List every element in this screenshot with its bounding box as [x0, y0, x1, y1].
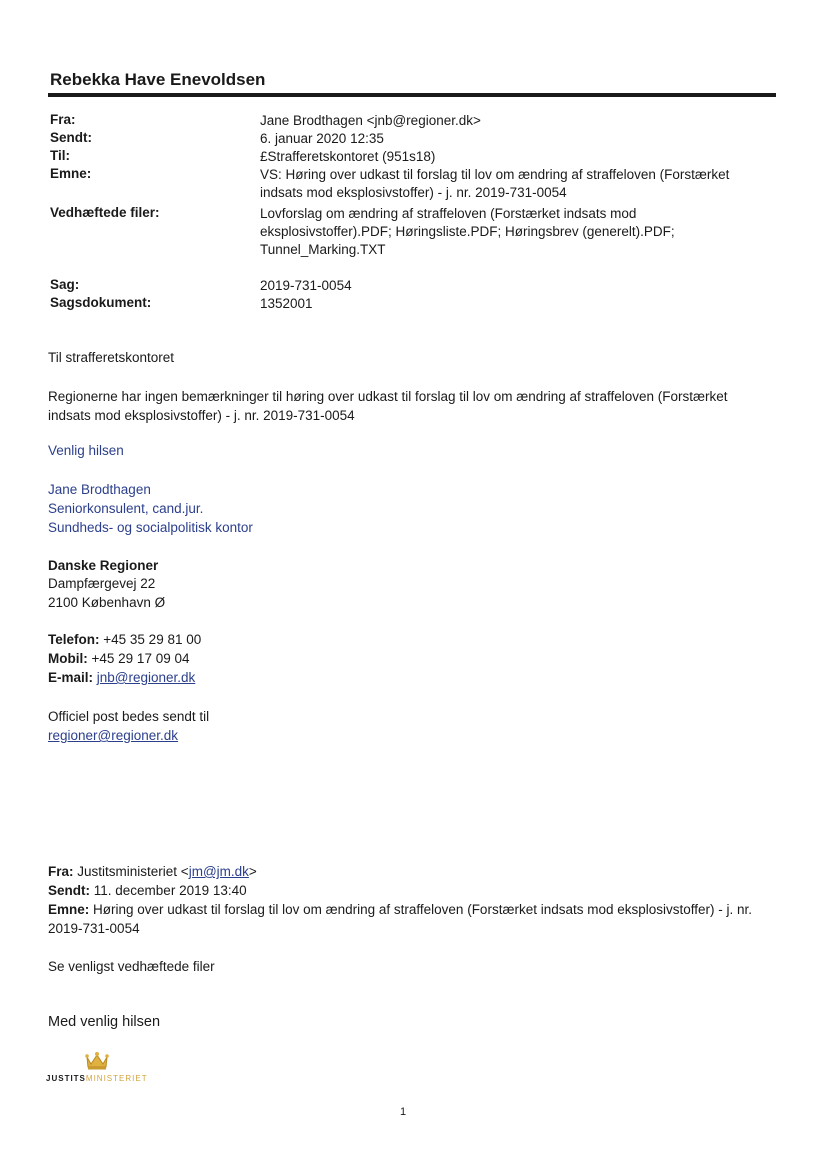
subject-label: Emne: — [50, 166, 92, 181]
forwarded-from-name: Justitsministeriet < — [77, 864, 189, 879]
from-label: Fra: — [50, 112, 76, 127]
forwarded-sent — [48, 881, 768, 900]
forwarded-sent-value: 11. december 2019 13:40 — [93, 883, 247, 898]
signature-email — [48, 668, 768, 687]
case-label: Sag: — [50, 277, 80, 292]
forwarded-from — [48, 862, 768, 881]
phone-value: +45 35 29 81 00 — [103, 632, 202, 647]
sent-label: Sendt: — [50, 130, 92, 145]
signature-org: Danske Regioner — [48, 558, 159, 573]
forwarded-from-email-link[interactable]: jm@jm.dk — [188, 864, 249, 879]
signature-phone — [48, 630, 768, 649]
email-link[interactable]: jnb@regioner.dk — [96, 670, 196, 685]
logo-text-bold: JUSTITS — [46, 1074, 86, 1083]
closing: Venlig hilsen — [48, 443, 124, 458]
logo-text-light: MINISTERIET — [85, 1074, 148, 1083]
header-divider — [48, 93, 776, 97]
ministry-logo-text — [46, 1074, 148, 1083]
mobile-value: +45 29 17 09 04 — [91, 651, 190, 666]
signature-position: Seniorkonsulent, cand.jur. — [48, 501, 204, 516]
forwarded-sent-label: Sendt: — [48, 883, 90, 898]
mobile-label: Mobil: — [48, 651, 88, 666]
case-document-value: 1352001 — [260, 296, 313, 311]
official-post-note: Officiel post bedes sendt til — [48, 709, 210, 724]
to-label: Til: — [50, 148, 70, 163]
forwarded-closing: Med venlig hilsen — [48, 1014, 161, 1030]
case-value: 2019-731-0054 — [260, 278, 352, 293]
forwarded-from-end: > — [248, 864, 257, 879]
sent-value: 6. januar 2020 12:35 — [260, 131, 384, 146]
phone-label: Telefon: — [48, 632, 100, 647]
forwarded-from-label: Fra: — [48, 864, 74, 879]
forwarded-body: Se venligst vedhæftede filer — [48, 959, 215, 974]
signature-city: 2100 København Ø — [48, 595, 166, 610]
signature-mobile — [48, 649, 768, 668]
forwarded-subject — [48, 900, 768, 938]
message-paragraph: Regionerne har ingen bemærkninger til høring over udkast til forslag til lov om ændring af straffeloven (Forstærket indsats mod eksplosivstoffer) - j. nr. 2019-731-0054 — [48, 389, 728, 423]
official-post-email — [48, 726, 768, 745]
subject-value: VS: Høring over udkast til forslag til lov om ændring af straffeloven (Forstærket indsats mod eksplosivstoffer) - j. nr. 2019-731-0054 — [260, 167, 730, 200]
signature-street: Dampfærgevej 22 — [48, 576, 156, 591]
forwarded-subject-label: Emne: — [48, 902, 90, 917]
signature-name: Jane Brodthagen — [48, 482, 151, 497]
attachments-label: Vedhæftede filer: — [50, 205, 160, 220]
to-value: £Strafferetskontoret (951s18) — [260, 149, 436, 164]
signature-department: Sundheds- og socialpolitisk kontor — [48, 520, 253, 535]
document-owner-title: Rebekka Have Enevoldsen — [50, 70, 266, 89]
page-number: 1 — [400, 1106, 407, 1118]
case-document-label: Sagsdokument: — [50, 295, 152, 310]
official-email-link[interactable]: regioner@regioner.dk — [48, 728, 179, 743]
greeting: Til strafferetskontoret — [48, 350, 175, 365]
from-value: Jane Brodthagen <jnb@regioner.dk> — [260, 113, 481, 128]
email-label: E-mail: — [48, 670, 94, 685]
crown-icon — [84, 1050, 110, 1070]
forwarded-subject-value: Høring over udkast til forslag til lov om ændring af straffeloven (Forstærket indsats mod eksplosivstoffer) - j. nr. 2019-731-0054 — [48, 902, 753, 936]
attachments-value: Lovforslag om ændring af straffeloven (Forstærket indsats mod eksplosivstoffer).PDF; Høringsliste.PDF; Høringsbrev (generelt).PDF; Tunnel_Marking.TXT — [260, 206, 675, 257]
